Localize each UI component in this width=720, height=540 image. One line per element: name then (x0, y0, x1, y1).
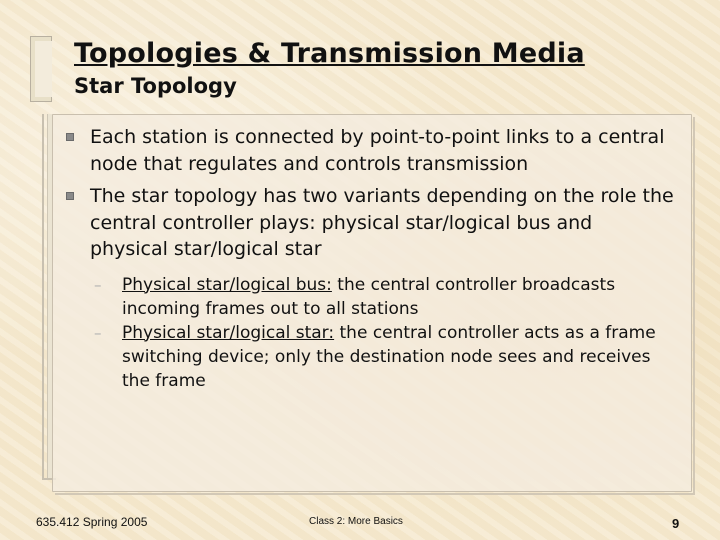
slide-title: Topologies & Transmission Media (74, 38, 585, 69)
bullet-list (66, 124, 676, 399)
sub-bullet-term: Physical star/logical bus: (122, 274, 332, 295)
sub-bullet-text: the central controller broadcasts incoming frames out to all stations (122, 274, 616, 319)
bullet-item (66, 124, 676, 177)
sub-bullet-text: the central controller acts as a frame switching device; only the destination node sees and receives the frame (122, 322, 656, 391)
side-bracket-line (42, 114, 44, 480)
dash-bullet-icon: – (94, 275, 102, 294)
square-bullet-icon (66, 192, 74, 200)
sub-bullet-item (90, 273, 676, 321)
sub-bullet-list (90, 273, 676, 393)
sub-bullet-term: Physical star/logical star: (122, 322, 335, 343)
bullet-item (66, 183, 676, 393)
square-bullet-icon (66, 133, 74, 141)
footer-course: 635.412 Spring 2005 (36, 515, 148, 529)
page-number: 9 (672, 516, 680, 531)
footer-class-title: Class 2: More Basics (309, 516, 403, 527)
sub-bullet-item (90, 321, 676, 393)
bullet-text: The star topology has two variants depending on the role the central controller plays: physical star/logical bus and physical star/logical star (90, 185, 674, 260)
slide-subtitle: Star Topology (74, 74, 237, 98)
title-bracket-inner (35, 41, 52, 97)
dash-bullet-icon: – (94, 323, 102, 342)
title-bracket-decoration (30, 36, 52, 102)
bullet-text: Each station is connected by point-to-point links to a central node that regulates and controls transmission (90, 126, 665, 175)
